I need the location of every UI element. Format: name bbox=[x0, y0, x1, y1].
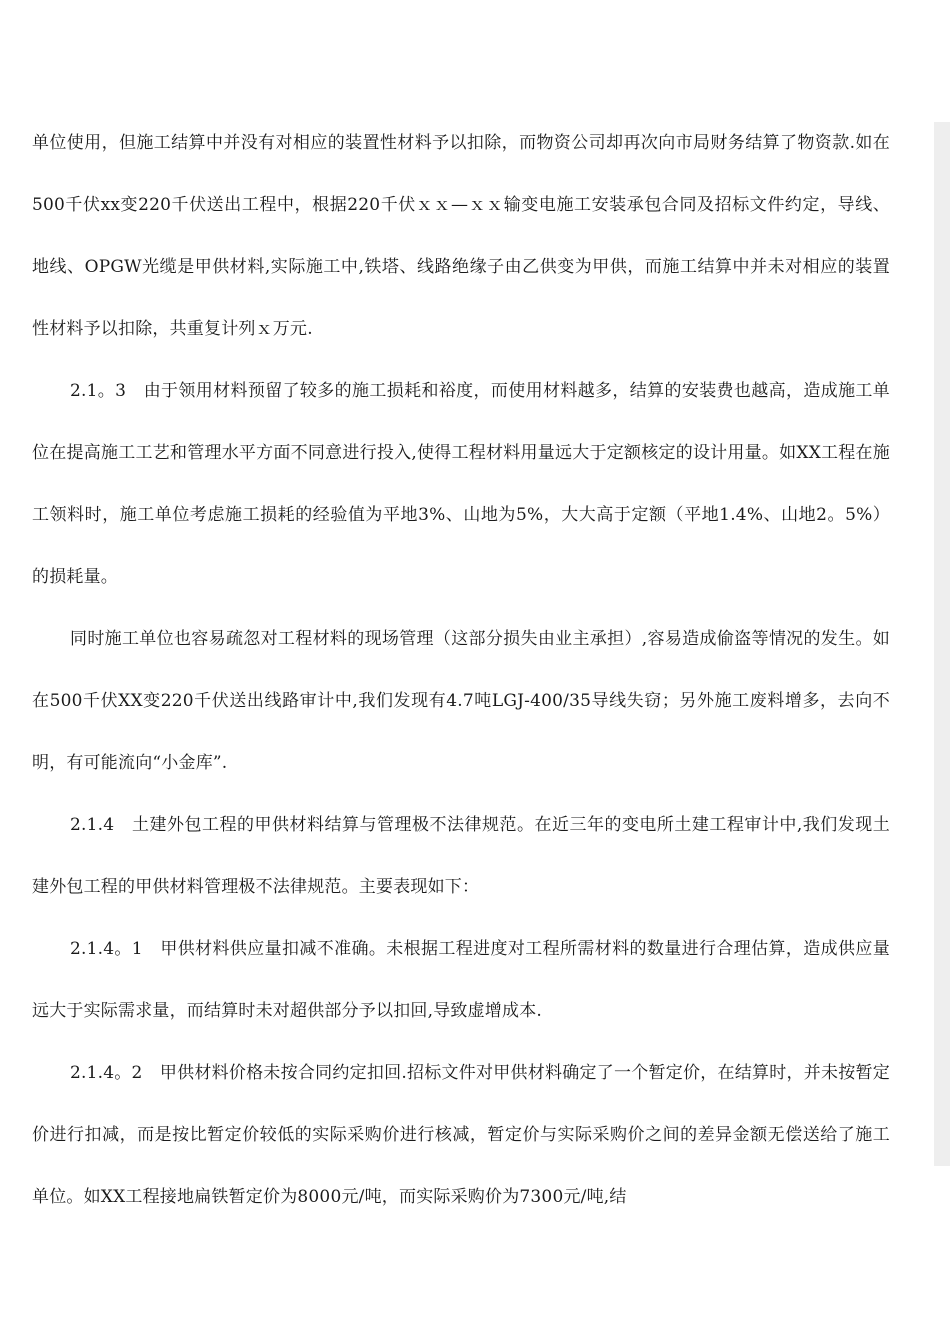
vertical-scrollbar[interactable] bbox=[934, 122, 950, 1166]
paragraph-2-1-4-1: 2.1.4。1 甲供材料供应量扣减不准确。未根据工程进度对工程所需材料的数量进行合理估算，造成供应量远大于实际需求量，而结算时未对超供部分予以扣回,导致虚增成本. bbox=[32, 939, 890, 1021]
paragraph-continuation: 单位使用，但施工结算中并没有对相应的装置性材料予以扣除，而物资公司却再次向市局财务结算了物资款.如在500千伏xx变220千伏送出工程中，根据220千伏ｘｘ—ｘｘ输变电施工安装承包合同及招标文件约定，导线、地线、OPGW光缆是甲供材料,实际施工中,铁塔、线路绝缘子由乙供变为甲供，而施工结算中并未对相应的装置性材料予以扣除，共重复计列ｘ万元. bbox=[32, 133, 890, 339]
paragraph-2-1-3: 2.1。3 由于领用材料预留了较多的施工损耗和裕度，而使用材料越多，结算的安装费也越高，造成施工单位在提高施工工艺和管理水平方面不同意进行投入,使得工程材料用量远大于定额核定的设计用量。如XX工程在施工领料时，施工单位考虑施工损耗的经验值为平地3%、山地为5%，大大高于定额（平地1.4%、山地2。5%）的损耗量。 bbox=[32, 381, 890, 587]
document-body bbox=[32, 112, 890, 1228]
paragraph-2-1-4: 2.1.4 土建外包工程的甲供材料结算与管理极不法律规范。在近三年的变电所土建工程审计中,我们发现土建外包工程的甲供材料管理极不法律规范。主要表现如下： bbox=[32, 815, 890, 897]
paragraph-2-1-4-2: 2.1.4。2 甲供材料价格未按合同约定扣回.招标文件对甲供材料确定了一个暂定价，在结算时，并未按暂定价进行扣减，而是按比暂定价较低的实际采购价进行核减，暂定价与实际采购价之间的差异金额无偿送给了施工单位。如XX工程接地扁铁暂定价为8000元/吨，而实际采购价为7300元/吨,结 bbox=[32, 1063, 890, 1207]
paragraph-site-management: 同时施工单位也容易疏忽对工程材料的现场管理（这部分损失由业主承担）,容易造成偷盗等情况的发生。如在500千伏XX变220千伏送出线路审计中,我们发现有4.7吨LGJ-400/35导线失窃；另外施工废料增多，去向不明，有可能流向“小金库”. bbox=[32, 629, 890, 773]
